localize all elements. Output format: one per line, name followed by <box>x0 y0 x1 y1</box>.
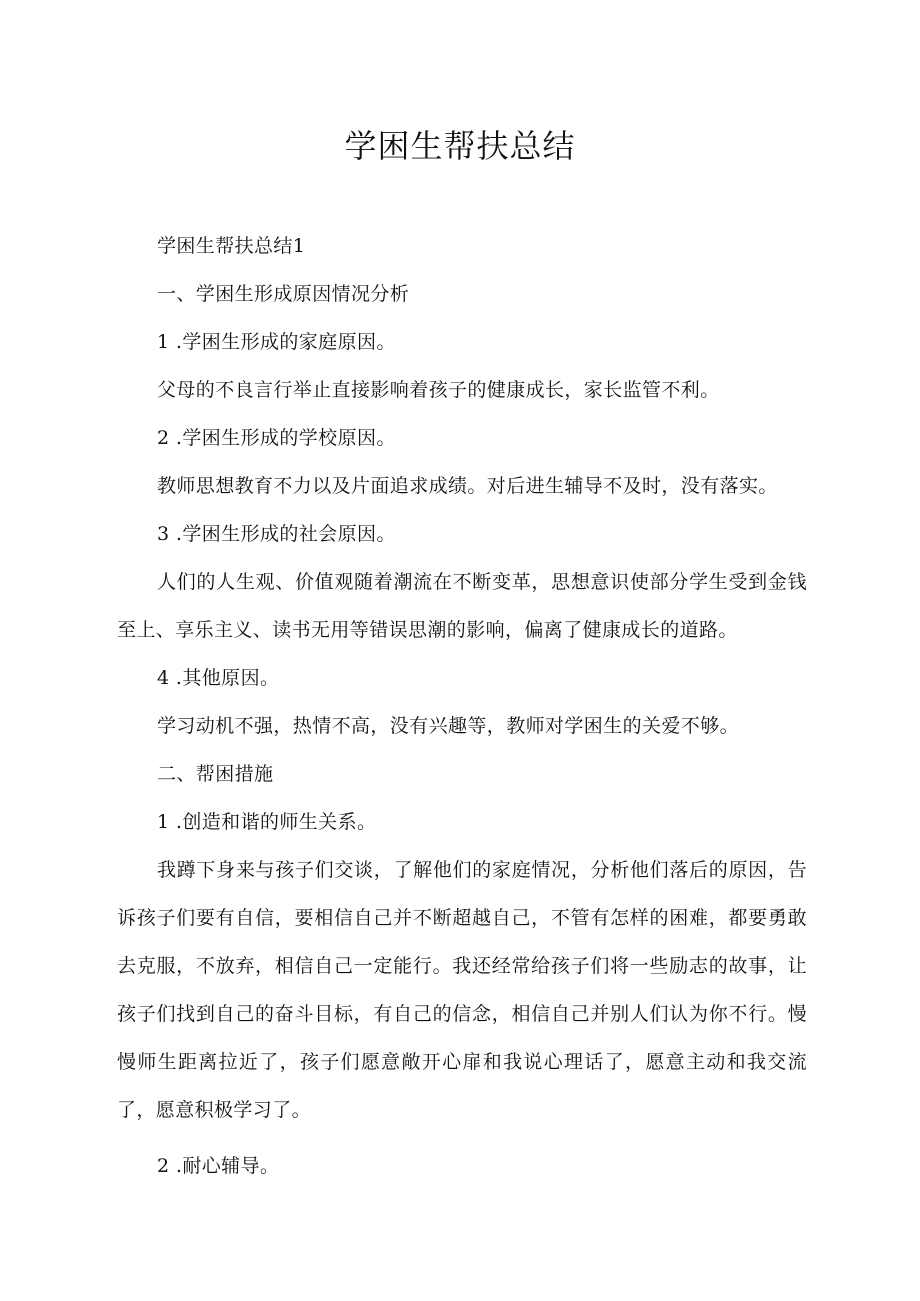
paragraph-family-cause: 父母的不良言行举止直接影响着孩子的健康成长，家长监管不利。 <box>157 379 720 401</box>
subheading-family-cause: 1 .学困生形成的家庭原因。 <box>157 331 396 353</box>
paragraph-social-cause: 人们的人生观、价值观随着潮流在不断变革，思想意识使部分学生受到金钱至上、享乐主义、读书无用等错误思潮的影响，偏离了健康成长的道路。 <box>117 571 807 641</box>
subheading-school-cause: 2 .学困生形成的学校原因。 <box>157 427 396 449</box>
paragraph-teacher-student-relation: 我蹲下身来与孩子们交谈，了解他们的家庭情况，分析他们落后的原因，告诉孩子们要有自信，要相信自己并不断超越自己，不管有怎样的困难，都要勇敢去克服，不放弃，相信自己一定能行。我还经常给孩子们将一些励志的故事，让孩子们找到自己的奋斗目标，有自己的信念，相信自己并别人们认为你不行。慢慢师生距离拉近了，孩子们愿意敞开心扉和我说心理话了，愿意主动和我交流了，愿意积极学习了。 <box>117 859 807 1121</box>
paragraph-school-cause: 教师思想教育不力以及片面追求成绩。对后进生辅导不及时，没有落实。 <box>157 475 778 497</box>
subheading-teacher-student-relation: 1 .创造和谐的师生关系。 <box>157 811 377 833</box>
paragraph-other-cause: 学习动机不强，热情不高，没有兴趣等，教师对学困生的关爱不够。 <box>157 715 740 737</box>
document-body <box>117 222 807 1190</box>
document-title: 学困生帮扶总结 <box>344 127 576 165</box>
section-heading-summary-1: 学困生帮扶总结1 <box>157 235 306 257</box>
subheading-patient-tutoring: 2 .耐心辅导。 <box>157 1155 280 1177</box>
section-heading-cause-analysis: 一、学困生形成原因情况分析 <box>157 283 410 305</box>
subheading-social-cause: 3 .学困生形成的社会原因。 <box>157 523 396 545</box>
section-heading-measures: 二、帮困措施 <box>157 763 274 785</box>
subheading-other-cause: 4 .其他原因。 <box>157 667 280 689</box>
